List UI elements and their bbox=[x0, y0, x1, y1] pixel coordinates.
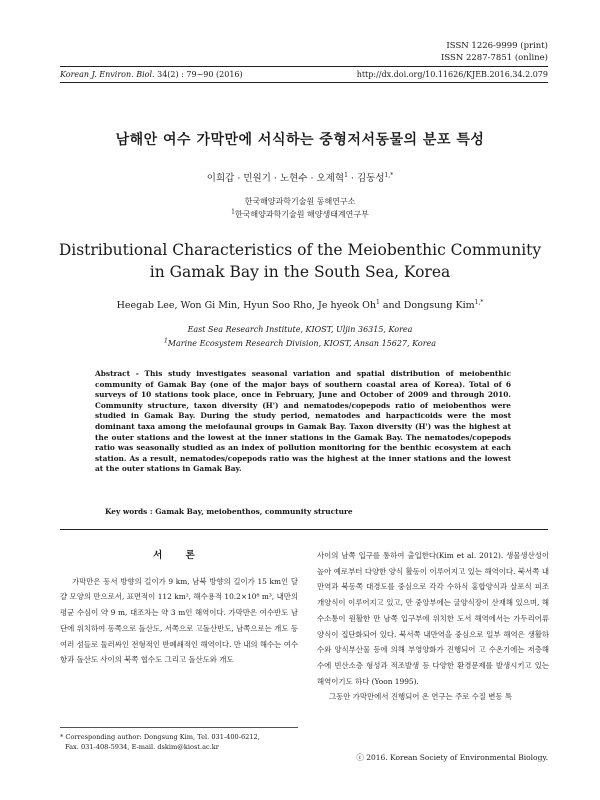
korean-affiliation-1: 한국해양과학기술원 동해연구소 bbox=[244, 197, 356, 206]
korean-affiliation-2-sup: 1 bbox=[231, 208, 235, 216]
korean-affiliations bbox=[0, 195, 600, 221]
english-title-line-1: Distributional Characteristics of the Meiobenthic Community bbox=[58, 241, 542, 259]
journal-volume: 34(2) : 79~90 (2016) bbox=[157, 70, 243, 79]
section-divider bbox=[60, 529, 548, 530]
journal-name: Korean J. Environ. Biol. bbox=[60, 70, 155, 79]
footnote-line-1: * Corresponding author: Dongsung Kim, Tel. 031-400-6212, bbox=[60, 733, 260, 741]
english-title-line-2: in Gamak Bay in the South Sea, Korea bbox=[149, 263, 451, 281]
intro-paragraph-2: 그동안 가막만에서 진행되어 온 연구는 주로 수질 변동 특 bbox=[329, 692, 513, 702]
english-title bbox=[40, 239, 560, 283]
footnote-line-2: Fax. 031-408-5934, E-mail. dskim@kiost.ac.kr bbox=[65, 743, 219, 751]
column-left bbox=[60, 548, 298, 668]
copyright: ⓒ 2016. Korean Society of Environmental Biology. bbox=[356, 753, 548, 762]
korean-authors bbox=[0, 170, 600, 184]
intro-paragraph-1-cont: 사이의 남쪽 입구를 통하여 출입한다(Kim et al. 2012). 생물생산성이 높아 예로부터 다양한 양식 활동이 이루어지고 있는 해역이다. 북서쪽 내만역과 북동쪽 대경도를 중심으로 각각 수하식 홍합양식과 살포식 피조개양식이 이루어지고 있고, 만 중앙부에는 굴양식장이 산재해 있으며, 해수소통이 원활한 만 남쪽 입구부에 위치한 도서 해역에서는 가두리어류양식이 집단화되어 있다. 북서쪽 내만역을 중심으로 일부 해역은 생활하수와 양식부산물 등에 의해 부영양화가 진행되어 고 수온기에는 저층해수에 빈산소층 형성과 적조발생 등 다양한 환경문제를 발생시키고 있는 해역이기도 하다 (Yoon 1995). bbox=[317, 551, 549, 686]
doi-link[interactable]: http://dx.doi.org/10.11626/KJEB.2016.34.2.079 bbox=[356, 70, 548, 79]
journal-citation bbox=[60, 67, 243, 82]
korean-affiliation-2 bbox=[0, 208, 600, 221]
korean-last-author: · 김동성 bbox=[347, 173, 385, 184]
section-title: 서 론 bbox=[153, 550, 205, 561]
corresponding-author-footnote bbox=[60, 727, 298, 752]
abstract: Abstract - This study investigates seasonal variation and spatial distribution of meiobenthic community of Gamak Bay (one of the major bays of southern coastal area of Korea). Total of 6 surveys of 10 stations took place, once in February, June and October of 2009 and through 2010. Community structure, taxon diversity (H') and nematodes/copepods ratio of meiobenthos were studied in Gamak Bay. During the study period, nematodes and harpacticoids were the most dominant taxa among the meiofaunal groups in Gamak Bay. Taxon diversity (H') was the highest at the outer stations and the lowest at the inner stations in the Gamak Bay. The nematodes/copepods ratio was seasonally studied as an index of pollution monitoring for the benthic ecosystem at each station. As a result, nematodes/copepods ratio was the highest at the inner stations and the lowest at the outer stations in Gamak Bay. bbox=[95, 369, 511, 474]
english-affiliation-1: East Sea Research Institute, KIOST, Uljin 36315, Korea bbox=[187, 325, 413, 334]
english-affiliation-2 bbox=[0, 337, 600, 351]
english-affiliation-2-sup: 1 bbox=[163, 337, 168, 345]
korean-title: 남해안 여수 가막만에 서식하는 중형저서동물의 분포 특성 bbox=[115, 132, 485, 148]
issn-print: ISSN 1226-9999 (print) bbox=[446, 41, 548, 51]
english-authors bbox=[0, 300, 600, 311]
english-affiliation-2-text: Marine Ecosystem Research Division, KIOST, Ansan 15627, Korea bbox=[167, 339, 437, 348]
journal-header-bar bbox=[60, 66, 548, 83]
keywords: Key words : Gamak Bay, meiobenthos, community structure bbox=[105, 507, 353, 516]
english-author-sup: 1 bbox=[376, 298, 380, 306]
intro-paragraph-1: 가막만은 동서 방향의 길이가 9 km, 남북 방향의 길이가 15 km인 달걀 모양의 만으로서, 표면적이 112 km², 해수용적 10.2×10⁸ m³, 내만의 평균 수심이 약 9 m, 대조차는 약 3 m인 해역이다. 가막만은 여수반도 남단에 위치하여 동쪽으로 돌산도, 서쪽으로 고돌산반도, 남쪽으로는 개도 등 여러 섬들로 둘러싸인 전형적인 반폐쇄적인 해역이다. 만 내의 해수는 여수항과 돌산도 사이의 북쪽 협수도 그리고 돌산도와 개도 bbox=[60, 576, 298, 665]
issn-online: ISSN 2287-7851 (online) bbox=[441, 53, 548, 63]
issn-block bbox=[441, 40, 548, 64]
korean-author-sup: 1 bbox=[344, 171, 348, 179]
korean-authors-text: 이희갑 · 민원기 · 노현수 · 오제혁 bbox=[206, 173, 345, 184]
english-last-author: and Dongsung Kim bbox=[379, 300, 475, 311]
korean-affiliation-2-text: 한국해양과학기술원 해양생태계연구부 bbox=[234, 210, 369, 219]
english-affiliations bbox=[0, 323, 600, 351]
korean-corresponding-sup: 1,* bbox=[384, 171, 394, 179]
english-authors-text: Heegab Lee, Won Gi Min, Hyun Soo Rho, Je hyeok Oh bbox=[116, 300, 377, 311]
column-right bbox=[317, 548, 549, 705]
english-corresponding-sup: 1,* bbox=[474, 298, 484, 306]
